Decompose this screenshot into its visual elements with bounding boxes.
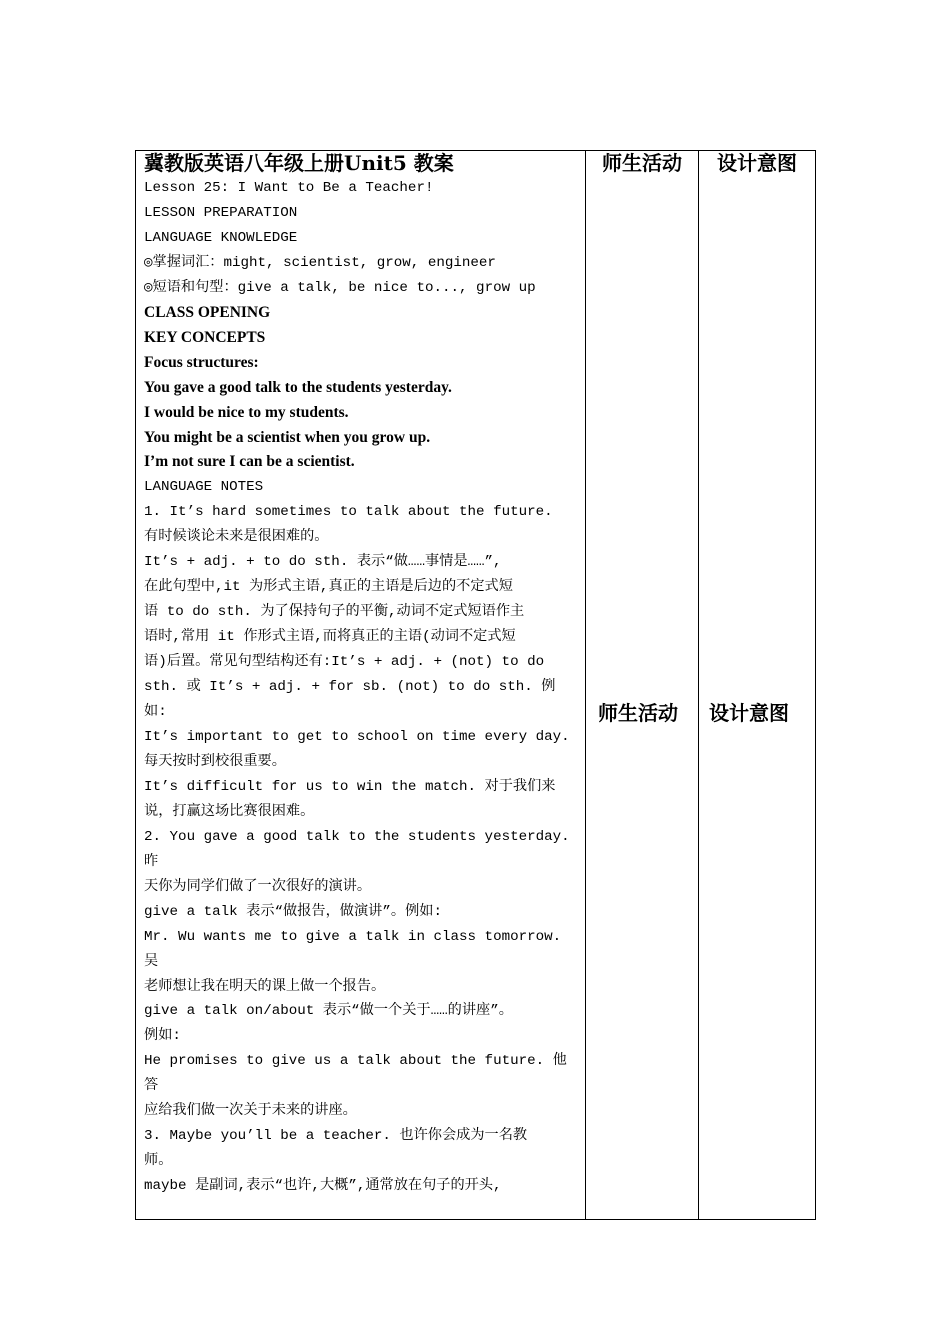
content-line: CLASS OPENING	[144, 303, 271, 321]
content-line: 吴	[144, 953, 159, 970]
content-line: It’s + adj. + to do sth. 表示“做……事情是……”,	[144, 554, 502, 571]
content-line: 昨	[144, 853, 159, 870]
content-line: LESSON PREPARATION	[144, 204, 298, 221]
content-line: ◎掌握词汇：might, scientist, grow, engineer	[144, 254, 496, 271]
design-intent-column-middle-label: 设计意图	[709, 701, 789, 725]
content-line: 语时,常用 it 作形式主语,而将真正的主语(动词不定式短	[144, 629, 516, 646]
content-line: 老师想让我在明天的课上做一个报告。	[144, 978, 386, 995]
content-line: I’m not sure I can be a scientist.	[144, 453, 355, 471]
content-line: It’s difficult for us to win the match. 对于我们来	[144, 778, 556, 795]
content-line: give a talk on/about 表示“做一个关于……的讲座”。	[144, 1003, 513, 1020]
design-intent-column	[699, 151, 816, 1220]
content-line: 在此句型中,it 为形式主语,真正的主语是后边的不定式短	[144, 579, 513, 596]
content-line: Lesson 25: I Want to Be a Teacher!	[144, 180, 434, 196]
content-line: give a talk 表示“做报告，做演讲”。例如:	[144, 903, 442, 920]
content-line: 每天按时到校很重要。	[144, 753, 286, 770]
content-line: 2. You gave a good talk to the students yesterday.	[144, 828, 570, 845]
content-line: sth. 或 It’s + adj. + for sb. (not) to do sth. 例	[144, 679, 556, 696]
content-line: It’s important to get to school on time every day.	[144, 728, 570, 745]
content-line: ◎短语和句型：give a talk, be nice to..., grow up	[144, 279, 536, 296]
content-line: KEY CONCEPTS	[144, 328, 266, 346]
content-line: 应给我们做一次关于未来的讲座。	[144, 1103, 357, 1120]
content-line: I would be nice to my students.	[144, 403, 349, 421]
content-line: Mr. Wu wants me to give a talk in class tomorrow.	[144, 928, 562, 945]
content-line: 1. It’s hard sometimes to talk about the future.	[144, 504, 553, 521]
activity-column-middle-label: 师生活动	[598, 701, 678, 725]
lesson-content-cell	[136, 151, 586, 1220]
activity-column	[586, 151, 699, 1220]
content-line: maybe 是副词,表示“也许,大概”,通常放在句子的开头,	[144, 1178, 502, 1195]
content-line: 天你为同学们做了一次很好的演讲。	[144, 878, 372, 895]
design-intent-column-header: 设计意图	[717, 151, 797, 175]
activity-column-header: 师生活动	[602, 151, 682, 175]
document-title: 冀教版英语八年级上册Unit5 教案	[144, 151, 454, 175]
content-line: 如:	[144, 704, 167, 721]
content-line: 答	[144, 1078, 159, 1095]
content-line: You gave a good talk to the students yesterday.	[144, 378, 452, 396]
content-line: 语 to do sth. 为了保持句子的平衡,动词不定式短语作主	[144, 604, 525, 621]
content-line: You might be a scientist when you grow up.	[144, 428, 431, 446]
lesson-content	[144, 176, 579, 1199]
lesson-plan-table	[135, 150, 816, 1220]
content-line: 例如:	[144, 1028, 181, 1045]
content-line: 师。	[144, 1153, 173, 1170]
content-line: 有时候谈论未来是很困难的。	[144, 529, 329, 546]
content-line: 说，打赢这场比赛很困难。	[144, 803, 315, 820]
content-line: LANGUAGE NOTES	[144, 479, 264, 496]
content-line: 语)后置。常见句型结构还有:It’s + adj. + (not) to do	[144, 654, 545, 671]
content-line: LANGUAGE KNOWLEDGE	[144, 229, 298, 246]
content-line: Focus structures:	[144, 353, 259, 371]
content-line: He promises to give us a talk about the future. 他	[144, 1053, 567, 1070]
content-line: 3. Maybe you’ll be a teacher. 也许你会成为一名教	[144, 1128, 528, 1145]
